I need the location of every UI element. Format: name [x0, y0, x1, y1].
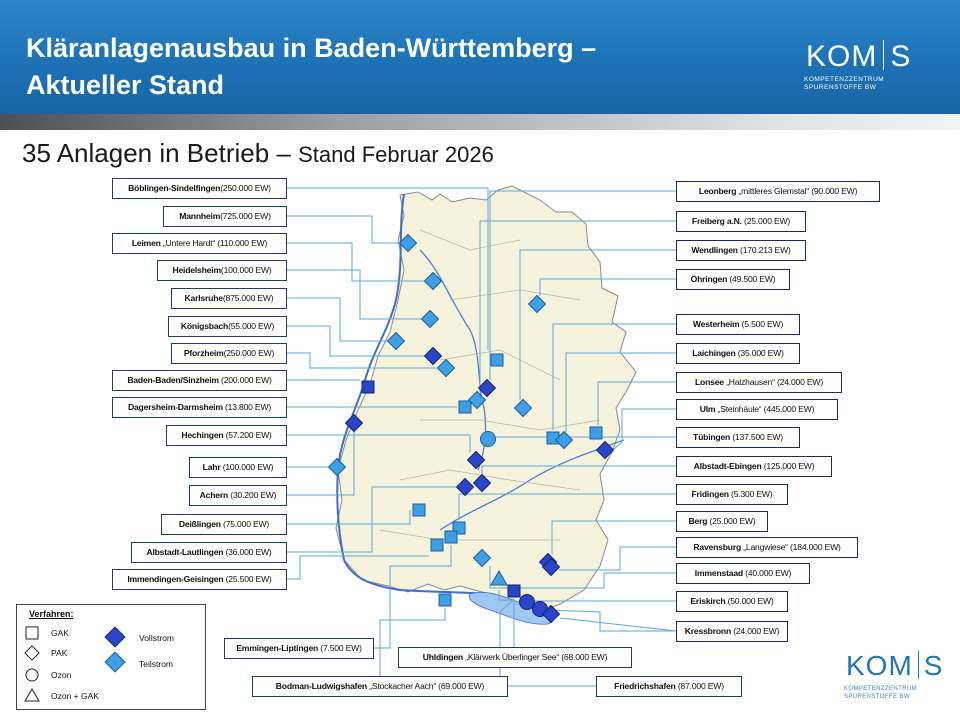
label-emmingen-liptingen: Emmingen-Liptingen (7.500 EW)	[224, 638, 374, 659]
marker-boeblingen	[491, 354, 503, 366]
legend-pak-label: PAK	[51, 648, 68, 658]
logo-word-kom: KOM	[806, 40, 878, 73]
label-karlsruhe: Karlsruhe(875.000 EW)	[171, 288, 287, 309]
label-heidelsheim: Heidelsheim(100.000 EW)	[157, 260, 287, 281]
legend-ozon-label: Ozon	[51, 670, 72, 680]
label-eriskirch: Eriskirch (50.000 EW)	[676, 591, 788, 612]
label-lonsee: Lonsee „Halzhausen“ (24.000 EW)	[676, 372, 842, 393]
label-westerheim: Westerheim (5.500 EW)	[676, 314, 800, 335]
label-lahr: Lahr (100.000 EW)	[189, 457, 287, 478]
connector-ulm	[613, 409, 676, 450]
label-freiberg: Freiberg a.N. (25.000 EW)	[676, 211, 806, 232]
marker-tuebingen	[481, 432, 496, 447]
label-mannheim: Mannheim(725.000 EW)	[163, 206, 287, 227]
legend-square-icon	[26, 627, 38, 639]
label-fridingen: Fridingen (5.300 EW)	[676, 484, 788, 505]
marker-dagersheim	[459, 401, 471, 413]
label-baden-baden-sinzheim: Baden-Baden/Sinzheim (200.000 EW)	[112, 370, 287, 391]
legend-symbols	[17, 605, 205, 709]
label-kressbronn: Kressbronn (24.000 EW)	[676, 621, 788, 642]
legend-vollstrom-icon	[105, 627, 125, 647]
footer-logo-sub1: KOMPETENZZENTRUM	[844, 686, 918, 692]
marker-friedrichshafen	[508, 585, 520, 597]
label-achern: Achern (30.200 EW)	[189, 485, 287, 506]
legend-vollstrom-label: Vollstrom	[139, 633, 174, 643]
label-berg: Berg (25.000 EW)	[676, 511, 768, 532]
label-leimen: Leimen „Untere Hardt“ (110.000 EW)	[112, 233, 287, 254]
legend-gak-label: GAK	[51, 628, 69, 638]
legend-teilstrom-icon	[105, 652, 125, 672]
footer-logo-sub2: SPURENSTOFFE BW	[844, 694, 910, 700]
connector-kressbronn	[548, 610, 676, 631]
logo-word-s: S	[890, 40, 912, 73]
label-wendlingen: Wendlingen (170.213 EW)	[676, 240, 806, 261]
komps-logo-footer	[840, 650, 950, 710]
marker-lonsee	[590, 427, 602, 439]
label-pforzheim: Pforzheim(250.000 EW)	[171, 343, 287, 364]
legend-triangle-icon	[25, 689, 39, 701]
label-koenigsbach: Königsbach(55.000 EW)	[168, 316, 287, 337]
label-dagersheim-darmsheim: Dagersheim-Darmsheim (13.800 EW)	[112, 397, 287, 418]
label-albstadt-ebingen: Albstadt-Ebingen (125.000 EW)	[676, 456, 832, 477]
logo-subtitle-1: KOMPETENZZENTRUM	[804, 76, 885, 83]
label-ulm: Ulm „Steinhäule“ (445.000 EW)	[676, 399, 838, 420]
marker-immendingen	[431, 539, 443, 551]
label-immendingen-geisingen: Immendingen-Geisingen (25.500 EW)	[112, 569, 287, 590]
legend-box	[16, 604, 206, 710]
label-ravensburg: Ravensburg „Langwiese“ (184.000 EW)	[676, 537, 858, 558]
legend-circle-icon	[26, 669, 38, 681]
label-tuebingen: Tübingen (137.500 EW)	[676, 427, 800, 448]
label-laichingen: Laichingen (35.000 EW)	[676, 343, 800, 364]
label-boeblingen-sindelfingen: Böblingen-Sindelfingen(250.000 EW)	[112, 178, 287, 199]
label-leonberg: Leonberg „mittleres Glemstal“ (90.000 EW)	[676, 181, 880, 202]
footer-logo-s: S	[923, 650, 944, 681]
legend-teilstrom-label: Teilstrom	[139, 659, 174, 669]
legend-title: Verfahren:	[29, 609, 74, 619]
connector-kressbronn-b	[560, 618, 676, 631]
legend-diamond-icon	[25, 646, 39, 660]
title-line-2: Aktueller Stand	[26, 70, 225, 100]
logo-subtitle-2: SPURENSTOFFE BW	[804, 84, 877, 91]
connector-mannheim	[287, 216, 400, 243]
label-oehringen: Öhringen (49.500 EW)	[676, 269, 790, 290]
label-immenstaad: Immenstaad (40.000 EW)	[676, 563, 810, 584]
marker-deisslingen	[413, 504, 425, 516]
title-line-1: Kläranlagenausbau in Baden-Württemberg –	[26, 33, 597, 63]
marker-bodman	[439, 594, 451, 606]
label-albstadt-lautlingen: Albstadt-Lautlingen (36.000 EW)	[131, 542, 287, 563]
label-deisslingen: Deißlingen (75.000 EW)	[161, 514, 287, 535]
label-hechingen: Hechingen (57.200 EW)	[166, 425, 287, 446]
label-bodman-ludwigshafen: Bodman-Ludwigshafen „Stockacher Aach“ (69.000 EW)	[252, 676, 508, 697]
marker-emmingen	[445, 531, 457, 543]
marker-baden	[362, 381, 374, 393]
subtitle-date: Stand Februar 2026	[298, 142, 494, 167]
subtitle-main: 35 Anlagen in Betrieb –	[22, 138, 291, 168]
label-uhldingen: Uhldingen „Klärwerk Überlinger See“ (68.000 EW)	[398, 647, 632, 668]
legend-ozon-gak-label: Ozon + GAK	[51, 691, 99, 701]
label-friedrichshafen: Friedrichshafen (87.000 EW)	[596, 676, 742, 697]
footer-logo-kom: KOM	[846, 650, 913, 681]
